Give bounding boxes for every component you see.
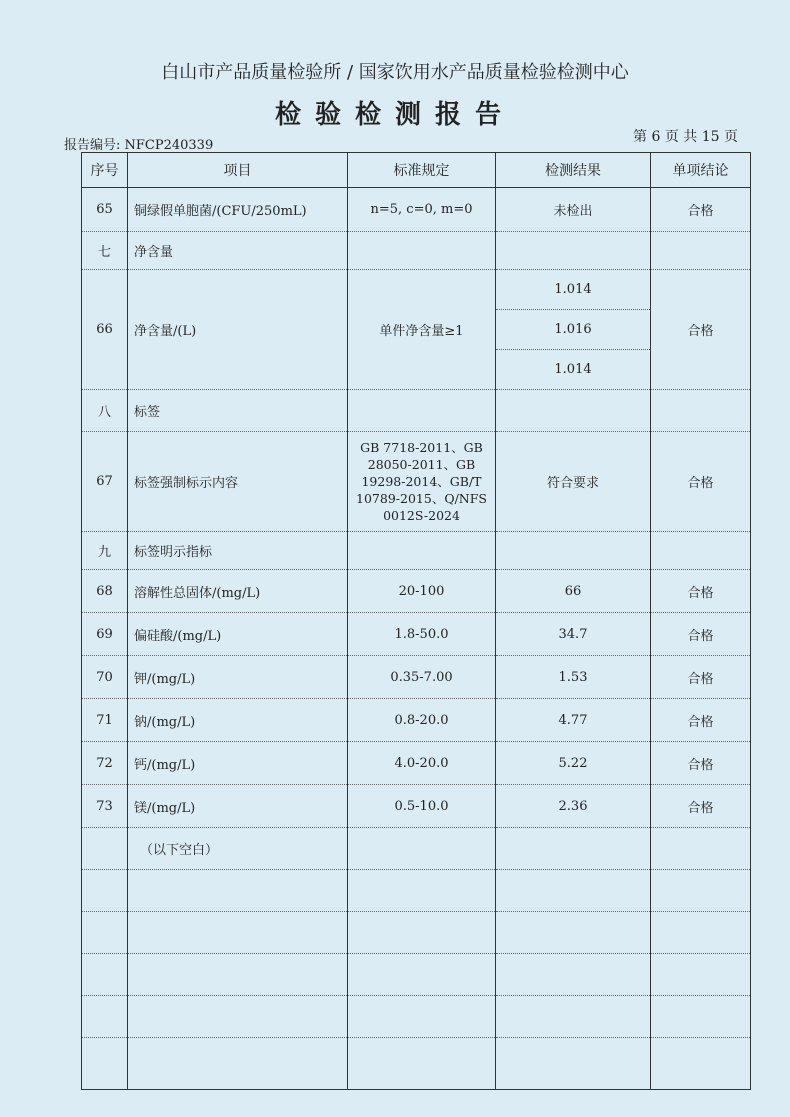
table-row xyxy=(82,270,751,310)
standard-line: GB 7718-2011、GB xyxy=(360,440,483,455)
standard-line: 28050-2011、GB xyxy=(367,457,476,472)
section-row xyxy=(82,532,751,570)
section-row xyxy=(82,390,751,432)
row-no: 69 xyxy=(82,613,128,656)
blank-note: （以下空白） xyxy=(128,828,348,870)
empty-row xyxy=(82,996,751,1038)
row-item: 溶解性总固体/(mg/L) xyxy=(128,570,348,613)
row-item: 钾/(mg/L) xyxy=(128,656,348,699)
row-conclusion: 合格 xyxy=(651,188,751,232)
header-no: 序号 xyxy=(82,153,128,188)
row-standard: 0.8-20.0 xyxy=(348,699,496,742)
section-no: 九 xyxy=(82,532,128,570)
row-conclusion: 合格 xyxy=(651,742,751,785)
row-standard: 0.35-7.00 xyxy=(348,656,496,699)
table-row xyxy=(82,570,751,613)
row-result: 66 xyxy=(496,570,651,613)
row-item: 净含量/(L) xyxy=(128,270,348,390)
row-conclusion: 合格 xyxy=(651,432,751,532)
row-item: 钙/(mg/L) xyxy=(128,742,348,785)
results-table xyxy=(81,152,751,1090)
row-result: 1.014 xyxy=(496,350,651,390)
empty-row xyxy=(82,1038,751,1090)
row-no: 70 xyxy=(82,656,128,699)
row-standard: 1.8-50.0 xyxy=(348,613,496,656)
standard-line: 10789-2015、Q/NFS xyxy=(356,491,487,506)
row-item: 镁/(mg/L) xyxy=(128,785,348,828)
row-result: 4.77 xyxy=(496,699,651,742)
table-row xyxy=(82,432,751,532)
row-result: 未检出 xyxy=(496,188,651,232)
page-indicator: 第 6 页 共 15 页 xyxy=(633,129,738,145)
standard-line: 0012S-2024 xyxy=(383,508,460,523)
row-item: 偏硅酸/(mg/L) xyxy=(128,613,348,656)
row-no: 67 xyxy=(82,432,128,532)
row-standard: n=5, c=0, m=0 xyxy=(348,188,496,232)
row-conclusion: 合格 xyxy=(651,613,751,656)
row-conclusion: 合格 xyxy=(651,785,751,828)
row-no: 73 xyxy=(82,785,128,828)
row-no: 72 xyxy=(82,742,128,785)
table-row xyxy=(82,188,751,232)
row-item: 标签强制标示内容 xyxy=(128,432,348,532)
table-row xyxy=(82,785,751,828)
section-no: 八 xyxy=(82,390,128,432)
organization-name: 白山市产品质量检验所 / 国家饮用水产品质量检验检测中心 xyxy=(161,62,629,83)
table-row xyxy=(82,613,751,656)
section-row xyxy=(82,232,751,270)
header-conclusion: 单项结论 xyxy=(651,153,751,188)
section-no: 七 xyxy=(82,232,128,270)
header-item: 项目 xyxy=(128,153,348,188)
row-standard: 单件净含量≥1 xyxy=(348,270,496,390)
row-standard xyxy=(348,432,496,532)
table-row xyxy=(82,742,751,785)
empty-row xyxy=(82,870,751,912)
table-row xyxy=(82,699,751,742)
section-title: 标签 xyxy=(128,390,348,432)
row-result: 5.22 xyxy=(496,742,651,785)
row-conclusion: 合格 xyxy=(651,699,751,742)
row-conclusion: 合格 xyxy=(651,656,751,699)
row-conclusion: 合格 xyxy=(651,270,751,390)
blank-note-row xyxy=(82,828,751,870)
row-result: 1.016 xyxy=(496,310,651,350)
row-standard: 20-100 xyxy=(348,570,496,613)
row-standard: 4.0-20.0 xyxy=(348,742,496,785)
table-header-row xyxy=(82,153,751,188)
row-result: 符合要求 xyxy=(496,432,651,532)
report-title: 检验检测报告 xyxy=(274,100,515,130)
row-result: 1.014 xyxy=(496,270,651,310)
row-no: 71 xyxy=(82,699,128,742)
section-title: 净含量 xyxy=(128,232,348,270)
empty-row xyxy=(82,912,751,954)
standard-line: 19298-2014、GB/T xyxy=(361,474,482,489)
row-result: 34.7 xyxy=(496,613,651,656)
row-item: 钠/(mg/L) xyxy=(128,699,348,742)
row-item: 铜绿假单胞菌/(CFU/250mL) xyxy=(128,188,348,232)
row-no: 68 xyxy=(82,570,128,613)
header-standard: 标准规定 xyxy=(348,153,496,188)
row-result: 2.36 xyxy=(496,785,651,828)
table-row xyxy=(82,656,751,699)
row-result: 1.53 xyxy=(496,656,651,699)
row-standard: 0.5-10.0 xyxy=(348,785,496,828)
row-conclusion: 合格 xyxy=(651,570,751,613)
header-result: 检测结果 xyxy=(496,153,651,188)
empty-row xyxy=(82,954,751,996)
row-no: 65 xyxy=(82,188,128,232)
section-title: 标签明示指标 xyxy=(128,532,348,570)
row-no: 66 xyxy=(82,270,128,390)
report-number: 报告编号: NFCP240339 xyxy=(64,138,214,153)
